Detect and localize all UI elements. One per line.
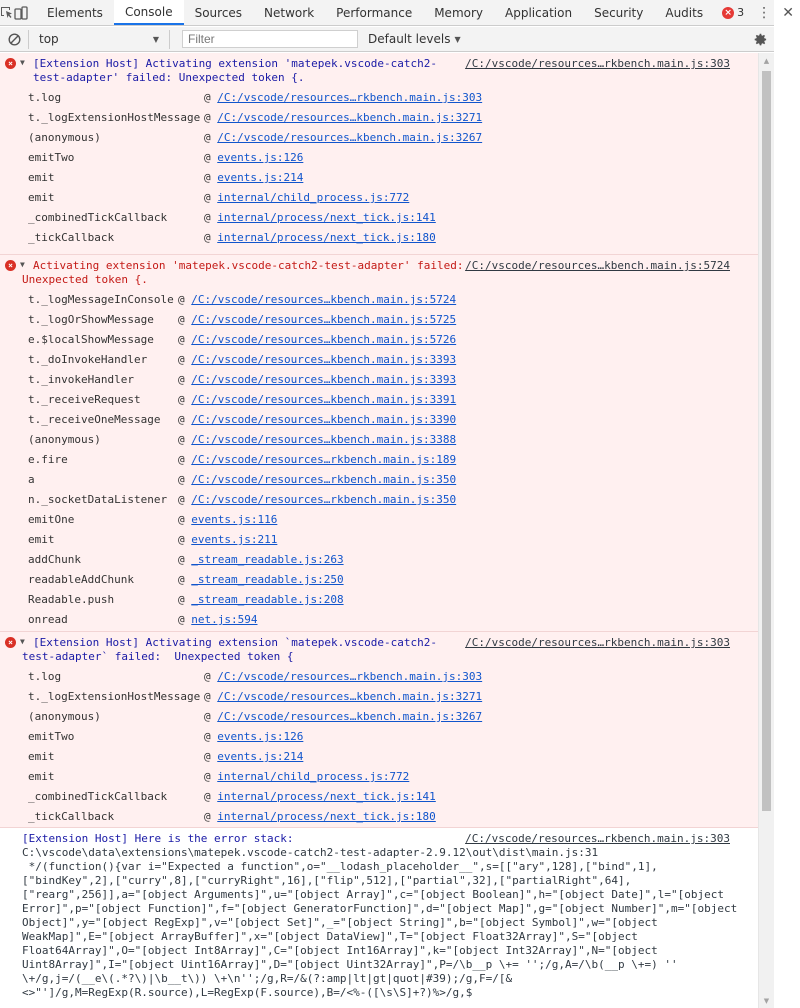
frame-location-link[interactable]: /C:/vscode/resources…kbench.main.js:3391 (191, 393, 457, 406)
stack-frame (28, 787, 758, 807)
frame-function: (anonymous) (28, 710, 101, 723)
console-toolbar (0, 27, 774, 52)
log-line: WeakMap]",E="[object ArrayBuffer]",x="[object DataView]",T="[object Float32Array]",S="[object (22, 930, 638, 943)
frame-location-link[interactable]: /C:/vscode/resources…rkbench.main.js:303 (217, 91, 483, 104)
frame-function: emitOne (28, 513, 75, 526)
frame-at: @ (204, 790, 218, 803)
frame-location-link[interactable]: /C:/vscode/resources…kbench.main.js:3388 (191, 433, 457, 446)
log-line: Object]",y="[object RegExp]",v="[object Set]",_="[object String]",b="[object Symbol]",w="[object (22, 916, 658, 929)
stack-frame (28, 707, 758, 727)
frame-location-link[interactable]: /C:/vscode/resources…rkbench.main.js:303 (217, 670, 483, 683)
source-link[interactable]: /C:/vscode/resources…rkbench.main.js:303 (465, 57, 730, 70)
frame-location-link[interactable]: /C:/vscode/resources…kbench.main.js:3267 (217, 710, 483, 723)
stack-frame (28, 148, 758, 168)
console-messages (0, 53, 758, 1008)
frame-at: @ (204, 211, 218, 224)
stack-frame (28, 570, 758, 590)
frame-function: t._logOrShowMessage (28, 313, 154, 326)
message-line: [Extension Host] Activating extension 'matepek.vscode-catch2- (33, 57, 437, 70)
stack-frame (28, 667, 758, 687)
frame-function: t._logMessageInConsole (28, 293, 174, 306)
frame-at: @ (204, 111, 218, 124)
devtools-tabbar (0, 0, 794, 26)
frame-function: emit (28, 171, 55, 184)
frame-function: _combinedTickCallback (28, 211, 168, 224)
log-line: C:\vscode\data\extensions\matepek.vscode-catch2-test-adapter-2.9.12\out\dist\main.js:31 (22, 846, 599, 859)
tab-memory[interactable]: Memory (434, 5, 484, 20)
context-selector[interactable] (28, 30, 170, 49)
log-line: */(function(){var i="Expected a function",o="__lodash_placeholder__",s=[["ary",128],["bind",1], (22, 860, 658, 873)
frame-at: @ (178, 513, 192, 526)
frame-location-link[interactable]: events.js:211 (191, 533, 278, 546)
error-icon: × (5, 260, 16, 271)
frame-location-link[interactable]: /C:/vscode/resources…rkbench.main.js:350 (191, 493, 457, 506)
frame-function: t.log (28, 670, 62, 683)
frame-at: @ (204, 670, 218, 683)
message-text (22, 636, 437, 664)
scroll-up-icon[interactable]: ▲ (763, 56, 770, 65)
stack-frame (28, 168, 758, 188)
frame-location-link[interactable]: /C:/vscode/resources…kbench.main.js:5726 (191, 333, 457, 346)
frame-at: @ (204, 690, 218, 703)
chevron-down-icon: ▼ (152, 34, 159, 44)
stack-frame (28, 330, 758, 350)
frame-at: @ (178, 473, 192, 486)
stack-frame (28, 228, 758, 248)
frame-function: emitTwo (28, 730, 75, 743)
stack-frame (28, 510, 758, 530)
frame-at: @ (178, 413, 192, 426)
source-link[interactable]: /C:/vscode/resources…rkbench.main.js:303 (465, 832, 730, 845)
source-link[interactable]: /C:/vscode/resources…rkbench.main.js:303 (465, 636, 730, 649)
clear-console-icon[interactable] (0, 33, 28, 46)
frame-location-link[interactable]: /C:/vscode/resources…kbench.main.js:3393 (191, 353, 457, 366)
frame-location-link[interactable]: internal/process/next_tick.js:141 (217, 790, 436, 803)
frame-function: e.$localShowMessage (28, 333, 154, 346)
stack-trace (0, 85, 758, 252)
log-line: Float64Array]",O="[object Int8Array]",C="[object Int16Array]",k="[object Int32Array]",N="[object (22, 944, 658, 957)
frame-at: @ (204, 171, 218, 184)
frame-at: @ (204, 770, 218, 783)
frame-at: @ (204, 231, 218, 244)
stack-frame (28, 410, 758, 430)
stack-frame (28, 310, 758, 330)
frame-location-link[interactable]: internal/process/next_tick.js:180 (217, 231, 436, 244)
stack-frame (28, 390, 758, 410)
message-text (22, 57, 437, 85)
frame-function: emit (28, 750, 55, 763)
frame-function: t._receiveRequest (28, 393, 141, 406)
expand-triangle-icon[interactable]: ▼ (20, 58, 25, 67)
frame-function: addChunk (28, 553, 81, 566)
message-line: Unexpected token {. (22, 273, 148, 286)
frame-function: e.fire (28, 453, 68, 466)
frame-function: onread (28, 613, 68, 626)
stack-frame (28, 747, 758, 767)
frame-at: @ (178, 293, 192, 306)
frame-location-link[interactable]: /C:/vscode/resources…rkbench.main.js:189 (191, 453, 457, 466)
stack-frame (28, 88, 758, 108)
frame-at: @ (204, 131, 218, 144)
stack-frame (28, 610, 758, 630)
frame-function: a (28, 473, 35, 486)
stack-trace (0, 664, 758, 831)
frame-function: t.log (28, 91, 62, 104)
frame-function: t._receiveOneMessage (28, 413, 161, 426)
stack-frame (28, 550, 758, 570)
log-line: Uint8Array]",I="[object Uint16Array]",D="[object Uint32Array]",P=/\b__p \+= '';/g,A=/\b(__p \+=) '' (22, 958, 678, 971)
frame-location-link[interactable]: /C:/vscode/resources…kbench.main.js:3390 (191, 413, 457, 426)
frame-location-link[interactable]: internal/process/next_tick.js:141 (217, 211, 436, 224)
frame-at: @ (178, 553, 192, 566)
frame-function: (anonymous) (28, 131, 101, 144)
error-count: 3 (737, 6, 745, 19)
expand-triangle-icon[interactable]: ▼ (20, 260, 25, 269)
console-scrollbar[interactable] (758, 53, 774, 1008)
frame-at: @ (178, 393, 192, 406)
tab-sources[interactable]: Sources (194, 5, 243, 20)
frame-function: emit (28, 533, 55, 546)
stack-frame (28, 450, 758, 470)
stack-frame (28, 687, 758, 707)
message-line: [Extension Host] Activating extension `matepek.vscode-catch2- (33, 636, 437, 649)
stack-frame (28, 807, 758, 827)
frame-at: @ (204, 191, 218, 204)
frame-location-link[interactable]: /C:/vscode/resources…rkbench.main.js:350 (191, 473, 457, 486)
frame-at: @ (204, 151, 218, 164)
frame-location-link[interactable]: _stream_readable.js:263 (191, 553, 344, 566)
tab-console[interactable]: Console (114, 0, 184, 25)
log-text (0, 828, 758, 1000)
frame-location-link[interactable]: events.js:126 (217, 730, 304, 743)
tab-elements[interactable]: Elements (47, 5, 103, 20)
frame-at: @ (204, 730, 218, 743)
tab-audits[interactable]: Audits (665, 5, 704, 20)
frame-function: n._socketDataListener (28, 493, 168, 506)
frame-at: @ (178, 493, 192, 506)
log-line: \+/g,j=/(__e\(.*?\)|\b__t\)) \+\n'';/g,R=/&(?:amp|lt|gt|quot|#39);/g,F=/[& (22, 972, 513, 985)
frame-location-link[interactable]: net.js:594 (191, 613, 258, 626)
frame-location-link[interactable]: /C:/vscode/resources…kbench.main.js:3271 (217, 690, 483, 703)
stack-frame (28, 727, 758, 747)
error-icon: × (5, 637, 16, 648)
frame-at: @ (204, 750, 218, 763)
frame-at: @ (204, 710, 218, 723)
log-line: ["rearg",256]],a="[object Arguments]",u="[object Array]",c="[object Boolean]",h="[object Date]",l="[object (22, 888, 724, 901)
message-text (22, 259, 463, 287)
stack-frame (28, 128, 758, 148)
frame-function: t._doInvokeHandler (28, 353, 148, 366)
frame-at: @ (178, 373, 192, 386)
frame-at: @ (204, 810, 218, 823)
stack-frame (28, 470, 758, 490)
frame-location-link[interactable]: internal/process/next_tick.js:180 (217, 810, 436, 823)
frame-function: t._logExtensionHostMessage (28, 111, 201, 124)
stack-frame (28, 108, 758, 128)
frame-at: @ (178, 313, 192, 326)
stack-frame (28, 530, 758, 550)
frame-at: @ (178, 593, 192, 606)
error-icon: × (5, 58, 16, 69)
message-line: test-adapter` failed: Unexpected token { (22, 650, 294, 663)
frame-at: @ (178, 353, 192, 366)
stack-frame (28, 290, 758, 310)
frame-function: emitTwo (28, 151, 75, 164)
context-value: top (39, 32, 59, 46)
log-line: <>"']/g,M=RegExp(R.source),L=RegExp(F.source),B=/<%-([\s\S]+?)%>/g,$ (22, 986, 473, 999)
console-error-message (0, 255, 758, 632)
log-line: Error]",p="[object Function]",f="[object GeneratorFunction]",d="[object Map]",g="[object Number]",m="[object (22, 902, 738, 915)
frame-location-link[interactable]: events.js:126 (217, 151, 304, 164)
console-error-message (0, 632, 758, 828)
gear-icon[interactable] (746, 32, 774, 47)
frame-at: @ (178, 613, 192, 626)
stack-frame (28, 490, 758, 510)
tab-network[interactable]: Network (264, 5, 315, 20)
frame-function: _tickCallback (28, 810, 115, 823)
frame-function: t._invokeHandler (28, 373, 134, 386)
stack-frame (28, 208, 758, 228)
frame-function: readableAddChunk (28, 573, 134, 586)
frame-function: _tickCallback (28, 231, 115, 244)
frame-location-link[interactable]: events.js:116 (191, 513, 278, 526)
frame-location-link[interactable]: /C:/vscode/resources…kbench.main.js:3271 (217, 111, 483, 124)
console-error-message (0, 53, 758, 255)
frame-at: @ (178, 573, 192, 586)
error-counter[interactable] (714, 6, 752, 19)
more-options-icon[interactable]: ⋮ (757, 4, 772, 21)
stack-frame (28, 350, 758, 370)
scroll-down-icon[interactable]: ▼ (763, 996, 770, 1005)
frame-location-link[interactable]: internal/child_process.js:772 (217, 770, 410, 783)
scrollbar-thumb[interactable] (762, 71, 771, 811)
console-log-message (0, 828, 758, 1000)
message-line: test-adapter' failed: Unexpected token {. (33, 71, 305, 84)
frame-location-link[interactable]: _stream_readable.js:208 (191, 593, 344, 606)
stack-frame (28, 767, 758, 787)
error-icon: × (722, 7, 734, 19)
message-line: Activating extension 'matepek.vscode-catch2-test-adapter' failed: (33, 259, 464, 272)
log-levels-label: Default levels (368, 32, 451, 46)
frame-at: @ (178, 333, 192, 346)
stack-frame (28, 188, 758, 208)
frame-location-link[interactable]: /C:/vscode/resources…kbench.main.js:5725 (191, 313, 457, 326)
stack-frame (28, 430, 758, 450)
frame-function: Readable.push (28, 593, 115, 606)
frame-at: @ (178, 433, 192, 446)
frame-at: @ (178, 533, 192, 546)
frame-function: (anonymous) (28, 433, 101, 446)
frame-location-link[interactable]: /C:/vscode/resources…kbench.main.js:3267 (217, 131, 483, 144)
device-toolbar-icon[interactable] (14, 0, 28, 25)
filter-input[interactable] (182, 30, 358, 48)
frame-location-link[interactable]: events.js:214 (217, 171, 304, 184)
log-line: [Extension Host] Here is the error stack: (22, 832, 294, 845)
frame-location-link[interactable]: _stream_readable.js:250 (191, 573, 344, 586)
frame-function: _combinedTickCallback (28, 790, 168, 803)
frame-at: @ (178, 453, 192, 466)
frame-function: t._logExtensionHostMessage (28, 690, 201, 703)
tab-performance[interactable]: Performance (336, 5, 413, 20)
close-icon[interactable]: ✕ (782, 4, 794, 21)
inspect-element-icon[interactable] (0, 0, 14, 25)
log-levels-dropdown[interactable] (368, 32, 461, 46)
stack-frame (28, 590, 758, 610)
frame-at: @ (204, 91, 218, 104)
frame-location-link[interactable]: internal/child_process.js:772 (217, 191, 410, 204)
frame-function: emit (28, 191, 55, 204)
log-line: ["bindKey",2],["curry",8],["curryRight",16],["flip",512],["partial",32],["partialRight",64], (22, 874, 632, 887)
frame-location-link[interactable]: /C:/vscode/resources…kbench.main.js:3393 (191, 373, 457, 386)
tab-application[interactable]: Application (505, 5, 573, 20)
frame-function: emit (28, 770, 55, 783)
expand-triangle-icon[interactable]: ▼ (20, 637, 25, 646)
stack-frame (28, 370, 758, 390)
tab-security[interactable]: Security (594, 5, 644, 20)
frame-location-link[interactable]: events.js:214 (217, 750, 304, 763)
stack-trace (0, 287, 758, 634)
frame-location-link[interactable]: /C:/vscode/resources…kbench.main.js:5724 (191, 293, 457, 306)
chevron-down-icon: ▼ (454, 34, 461, 44)
source-link[interactable]: /C:/vscode/resources…kbench.main.js:5724 (465, 259, 730, 272)
